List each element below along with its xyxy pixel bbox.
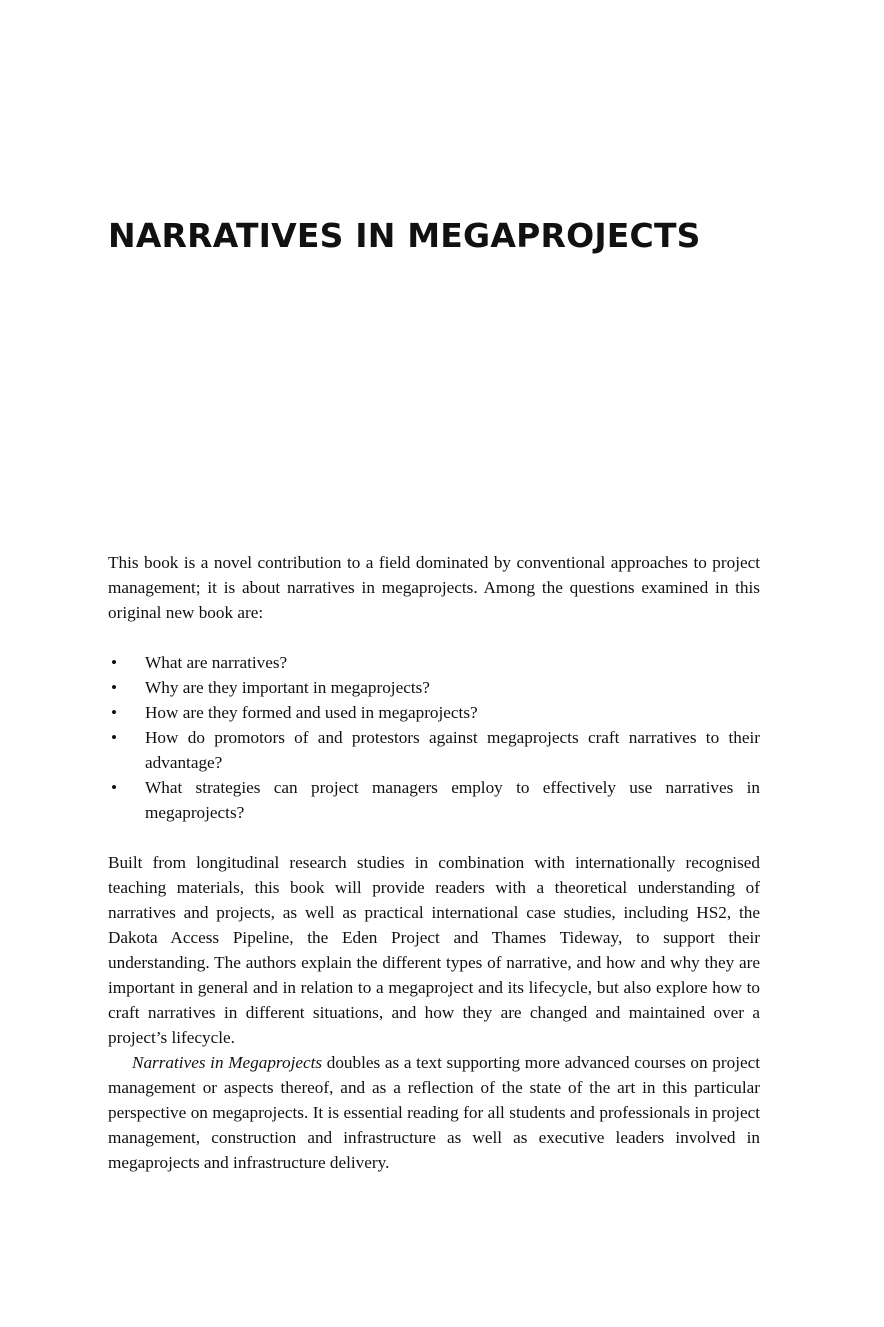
bullet-icon: • <box>111 678 118 697</box>
book-description <box>108 550 760 1175</box>
list-item <box>108 725 760 775</box>
list-item <box>108 775 760 825</box>
list-item <box>108 675 760 700</box>
body-paragraph-2-text: doubles as a text supporting more advanced courses on project management or aspects thereof, and as a reflection of the state of the art in this particular perspective on megaprojects. It is essential reading for all students and professionals in project management, construction and infrastructure as well as executive leaders involved in megaprojects and infrastructure delivery. <box>108 1053 760 1172</box>
question-text: How are they formed and used in megaprojects? <box>145 703 478 722</box>
list-item <box>108 650 760 675</box>
question-text: How do promotors of and protestors against megaprojects craft narratives to their advantage? <box>145 728 760 772</box>
question-text: Why are they important in megaprojects? <box>145 678 430 697</box>
intro-paragraph: This book is a novel contribution to a field dominated by conventional approaches to project management; it is about narratives in megaprojects. Among the questions examined in this original new book are: <box>108 553 760 622</box>
question-text: What are narratives? <box>145 653 288 672</box>
question-text: What strategies can project managers employ to effectively use narratives in megaprojects? <box>145 778 760 822</box>
bullet-icon: • <box>111 778 118 797</box>
list-item <box>108 700 760 725</box>
body-paragraph-2 <box>108 1050 760 1175</box>
bullet-icon: • <box>111 653 118 672</box>
book-title-italic: Narratives in Megaprojects <box>132 1053 323 1072</box>
body-paragraph-1: Built from longitudinal research studies in combination with internationally recognised teaching materials, this book will provide readers with a theoretical understanding of narratives and projects, as well as practical international case studies, including HS2, the Dakota Access Pipeline, the Eden Project and Thames Tideway, to support their understanding. The authors explain the different types of narrative, and how and why they are important in general and in relation to a megaproject and its lifecycle, but also explore how to craft narratives in different situations, and how they are changed and maintained over a project’s lifecycle. <box>108 853 760 1047</box>
bullet-icon: • <box>111 703 118 722</box>
questions-list <box>108 650 760 825</box>
bullet-icon: • <box>111 728 118 747</box>
page-title: NARRATIVES IN MEGAPROJECTS <box>108 216 701 255</box>
